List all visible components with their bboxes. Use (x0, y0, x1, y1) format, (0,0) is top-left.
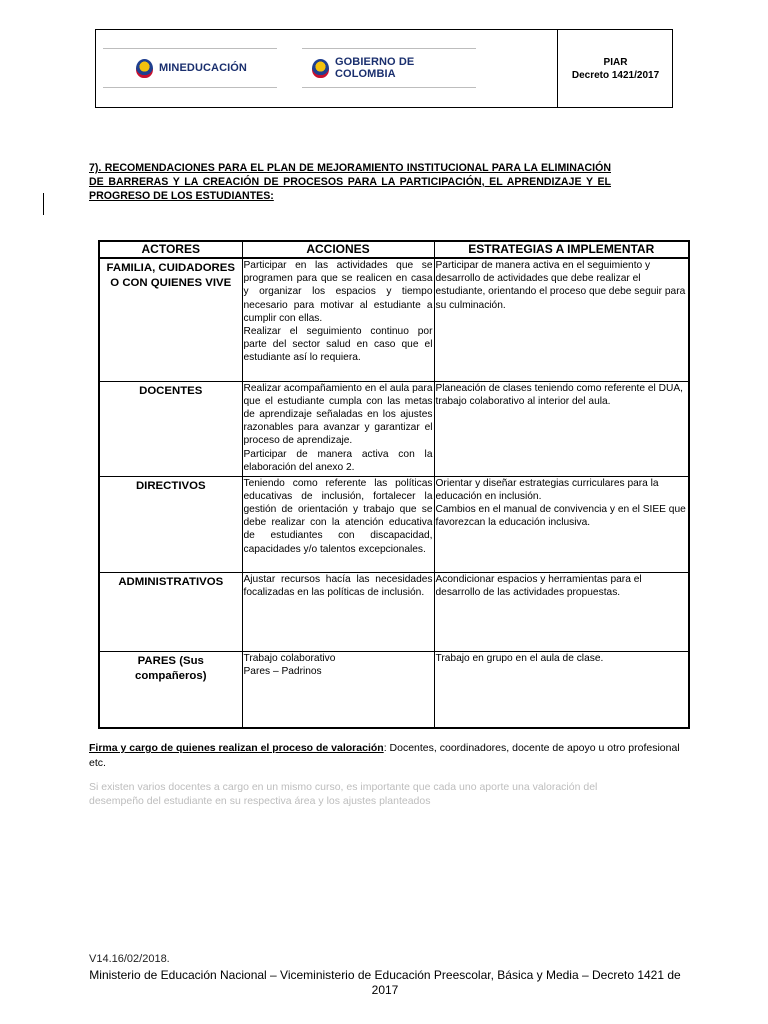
estrategias-cell (434, 476, 689, 572)
version-label: V14.16/02/2018. (89, 953, 170, 965)
text-cursor (43, 193, 44, 215)
gobierno-colombia-logo (302, 48, 476, 88)
actor-cell: FAMILIA, CUIDADORES O CON QUIENES VIVE (99, 258, 242, 381)
colombia-coat-of-arms-icon (136, 59, 153, 78)
estrategias-text: Trabajo en grupo en el aula de clase. (435, 652, 604, 664)
signature-text: : Docentes, coordinadores, docente de apoyo u otro profesional etc. (89, 742, 680, 769)
doc-code: PIAR (603, 56, 628, 68)
table-row (99, 651, 689, 728)
section-title: 7). RECOMENDACIONES PARA EL PLAN DE MEJORAMIENTO INSTITUCIONAL PARA LA ELIMINACIÓN DE BARRERAS Y LA CREACIÓN DE PROCESOS PARA LA PARTICIPACIÓN, EL APRENDIZAJE Y EL PROGRESO DE LOS ESTUDIANTES: (89, 162, 611, 202)
table-row (99, 258, 689, 381)
mineducacion-logo-text: MINEDUCACIÓN (159, 62, 247, 74)
footer-text: Ministerio de Educación Nacional – Viceministerio de Educación Preescolar, Básica y Media – Decreto 1421 de 2017 (89, 968, 681, 997)
acciones-text: Ajustar recursos hacía las necesidades focalizadas en las políticas de inclusión. (243, 573, 433, 598)
actor-cell: ADMINISTRATIVOS (99, 572, 242, 651)
estrategias-text: Cambios en el manual de convivencia y en el SIEE que favorezcan la educación inclusiva. (435, 503, 686, 529)
table-row (99, 572, 689, 651)
header-actores: ACTORES (99, 241, 242, 258)
header-acciones: ACCIONES (242, 241, 434, 258)
estrategias-cell (434, 381, 689, 476)
actor-cell: DIRECTIVOS (99, 476, 242, 572)
estrategias-text: Participar de manera activa en el seguimiento y desarrollo de actividades que debe realizar el estudiante, orientando el proceso que debe seguir para su culminación. (435, 260, 686, 311)
gobierno-colombia-logo-text: GOBIERNO DE COLOMBIA (335, 56, 415, 80)
acciones-text: Realizar el seguimiento continuo por parte del sector salud en caso que el estudiante así lo requiera. (243, 326, 433, 364)
estrategias-text: Planeación de clases teniendo como referente el DUA, trabajo colaborativo al interior del aula. (435, 382, 683, 407)
acciones-cell (242, 381, 434, 476)
estrategias-text: Acondicionar espacios y herramientas para el desarrollo de las actividades propuestas. (435, 573, 642, 598)
acciones-cell (242, 476, 434, 572)
decree-label: Decreto 1421/2017 (571, 69, 660, 81)
estrategias-cell (434, 258, 689, 381)
acciones-text: Participar en las actividades que se programen para que se realicen en casa y organizar los espacios y tiempo necesario para motivar al estudiante a cumplir con ellas. (243, 260, 433, 324)
estrategias-cell (434, 651, 689, 728)
acciones-cell (242, 258, 434, 381)
signature-paragraph (89, 741, 699, 771)
acciones-cell (242, 651, 434, 728)
document-code-box (558, 29, 673, 108)
acciones-text: Pares – Padrinos (243, 665, 322, 677)
acciones-cell (242, 572, 434, 651)
placeholder-note: Si existen varios docentes a cargo en un mismo curso, es importante que cada uno aporte una valoración del desempeño del estudiante en su respectiva área y los ajustes planteados (89, 781, 598, 807)
actor-cell: PARES (Sus compañeros) (99, 651, 242, 728)
estrategias-text: Orientar y diseñar estrategias curriculares para la educación en inclusión. (435, 477, 659, 502)
table-row (99, 381, 689, 476)
actor-cell: DOCENTES (99, 381, 242, 476)
mineducacion-logo (103, 48, 277, 88)
recommendations-table (98, 240, 690, 729)
table-row (99, 476, 689, 572)
acciones-text: Realizar acompañamiento en el aula para que el estudiante cumpla con las metas de aprendizaje señaladas en los ajustes razonables para avanzar y garantizar el proceso de aprendizaje. (243, 382, 433, 447)
header-estrategias: ESTRATEGIAS A IMPLEMENTAR (434, 241, 689, 258)
acciones-text: Trabajo colaborativo (243, 652, 336, 664)
colombia-coat-of-arms-icon (312, 59, 329, 78)
estrategias-cell (434, 572, 689, 651)
signature-label: Firma y cargo de quienes realizan el proceso de valoración (89, 742, 384, 754)
acciones-text: Participar de manera activa con la elaboración del anexo 2. (243, 448, 433, 473)
acciones-text: Teniendo como referente las políticas educativas de inclusión, fortalecer la gestión de orientación y trabajo que se debe realizar con la atención educativa de estudiantes con discapacidad, capacidades y/o talentos excepcionales. (243, 477, 433, 555)
table-header-row (99, 241, 689, 258)
